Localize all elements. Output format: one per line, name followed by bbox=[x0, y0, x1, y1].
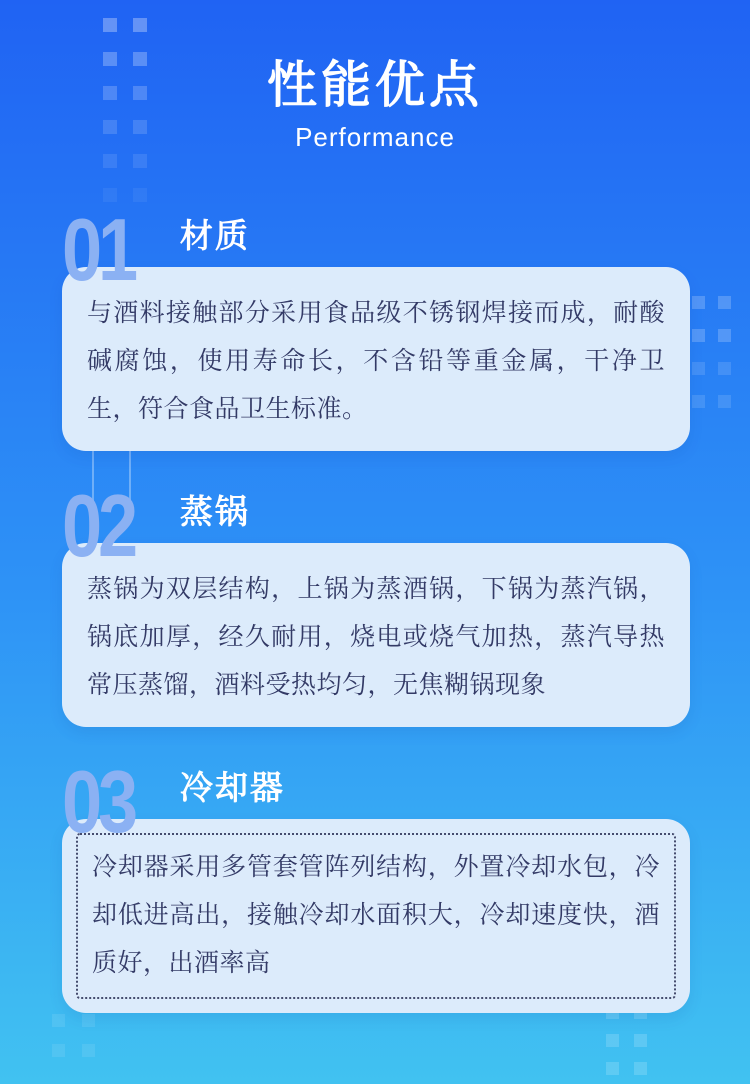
section-cooler-header bbox=[62, 752, 690, 852]
sections-container bbox=[0, 200, 750, 1013]
section-cooler bbox=[62, 752, 690, 1013]
section-steamer-body: 蒸锅为双层结构，上锅为蒸酒锅，下锅为蒸汽锅，锅底加厚，经久耐用，烧电或烧气加热，蒸汽导热常压蒸馏，酒料受热均匀，无焦糊锅现象 bbox=[87, 574, 665, 699]
section-label: 冷却器 bbox=[179, 768, 285, 806]
page-subtitle: Performance bbox=[295, 121, 455, 152]
decor-dot-grid-bottom-left bbox=[52, 1014, 95, 1057]
section-material-card bbox=[62, 267, 690, 451]
dotted-border-box bbox=[76, 833, 676, 999]
section-steamer-header bbox=[62, 476, 690, 576]
section-label: 蒸锅 bbox=[179, 492, 250, 530]
page-header bbox=[0, 0, 750, 153]
section-steamer-card bbox=[62, 543, 690, 727]
section-number: 02 bbox=[62, 476, 135, 576]
section-material bbox=[62, 200, 690, 451]
section-number: 03 bbox=[62, 752, 135, 852]
section-steamer bbox=[62, 476, 690, 727]
decor-dot-grid-bottom-right bbox=[606, 1006, 647, 1075]
section-number: 01 bbox=[62, 200, 135, 300]
section-label: 材质 bbox=[179, 216, 250, 254]
section-cooler-card bbox=[62, 819, 690, 1013]
section-cooler-body: 冷却器采用多管套管阵列结构，外置冷却水包，冷却低进高出，接触冷却水面积大，冷却速度快，酒质好，出酒率高 bbox=[92, 852, 660, 977]
page-title: 性能优点 bbox=[267, 57, 483, 113]
section-material-header bbox=[62, 200, 690, 300]
section-material-body: 与酒料接触部分采用食品级不锈钢焊接而成，耐酸碱腐蚀，使用寿命长，不含铅等重金属，干净卫生，符合食品卫生标准。 bbox=[87, 298, 665, 423]
